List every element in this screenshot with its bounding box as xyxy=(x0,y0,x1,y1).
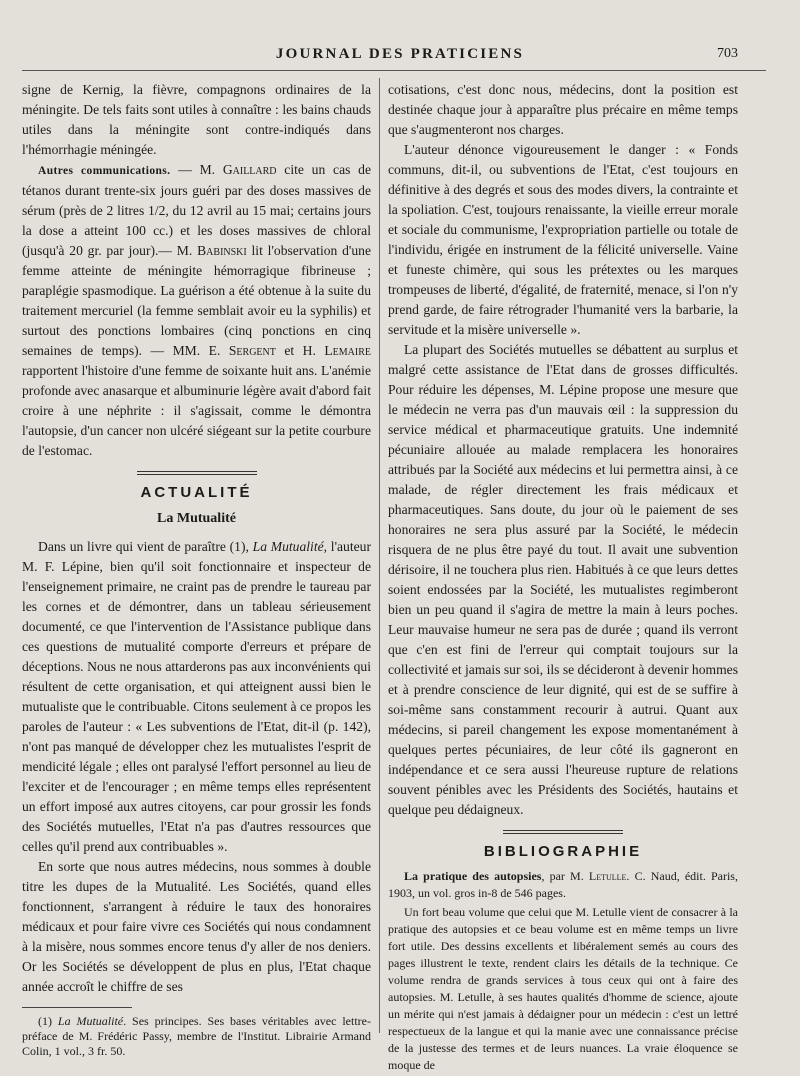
section-title-actualite: ACTUALITÉ xyxy=(140,484,253,501)
footnote xyxy=(22,1014,371,1059)
author-name: Gaillard xyxy=(222,162,277,177)
footnote-marker: (1) xyxy=(38,1014,58,1028)
header-rule xyxy=(22,70,766,71)
author-name: Babinski xyxy=(197,243,247,258)
biblio-book-title: La pratique des autopsies xyxy=(404,869,542,883)
text-segment: cite un cas de tétanos durant trente-six jours guéri par des doses massives de sérum (près de 2 litres 1/2, du 12 avril au 15 mai; certains jours la dose a atteint 100 cc.) et les doses massives de chloral (jusqu'à 20 gr. par jour).— M. xyxy=(22,162,372,258)
text-segment: Dans un livre qui vient de paraître (1), xyxy=(38,539,253,554)
bibliography xyxy=(388,868,738,1074)
paragraph-cotisations: cotisations, c'est donc nous, médecins, dont la position est destinée chaque jour à apparaître plus précaire en même temps que s'augmenteront nos charges. xyxy=(388,82,738,137)
text-segment: , par M. xyxy=(541,869,589,883)
author-name: Sergent xyxy=(228,343,276,358)
bibliography-review: Un fort beau volume que celui que M. Letulle vient de consacrer à la pratique des autopsies et ce beau volume est en même temps un livre fort utile. Des dessins excellents et libéralement semés au cours des pages illustrent le texte, rendent clairs les détails de la technique. Ce volume rendra de grands services à tous ceux qui ont à faire des autopsies. M. Letulle, à ses hautes qualités d'homme de science, ajoute un mérite qui n'est jamais à dédaigner pour un médecin : c'est un lettré respectueux de la langue et qui la manie avec une connaissance précise de la justesse des termes et de leurs nuances. La vraie éloquence se moque de xyxy=(388,905,738,1072)
text-segment: lit l'observation d'une femme atteinte de méningite hémorragique fibrineuse ; paraplégie spasmodique. La guérison a été obtenue à la suite du traitement mercuriel (la femme semblait avoir eu la syphilis) et surtout des ponctions lombaires (cinq ponctions en cinq semaines de temps). — MM. E. xyxy=(22,243,371,358)
footnote-text: . Ses principes. Ses bases véritables avec lettre-préface de M. Frédéric Passy, membre de l'Institut. Librairie Armand Colin, 1 vol., 3 fr. 50. xyxy=(22,1014,371,1058)
paragraph-mutualite-intro xyxy=(22,537,371,857)
footnote-rule xyxy=(22,1007,132,1008)
section-title-bibliographie: BIBLIOGRAPHIE xyxy=(483,843,643,860)
bibliography-entry xyxy=(388,868,738,902)
running-head xyxy=(0,46,800,70)
biblio-author: Letulle xyxy=(588,869,627,883)
text-segment: — M. xyxy=(170,162,223,177)
text-segment: rapportent l'histoire d'une femme de soixante huit ans. L'anémie profonde avec anasarque et albuminurie légère avait d'abord fait croire à une néphrite : il s'agissait, comme le démontra l'autopsie, d'un cancer non ulcéré siégeant sur la petite courbure de l'estomac. xyxy=(22,363,371,458)
paragraph-autres-communications xyxy=(22,160,371,461)
page-number: 703 xyxy=(717,46,738,61)
paragraph-meningite: signe de Kernig, la fièvre, compagnons ordinaires de la méningite. De tels faits sont utiles à connaître : les bains chauds utiles dans la méningite sont contre-indiqués dans l'hémorrhagie méningée. xyxy=(22,82,371,157)
paragraph-societes: La plupart des Sociétés mutuelles se débattent au surplus et malgré cette assistance de l'Etat dans de grosses difficultés. Pour réduire les dépenses, M. Lépine propose une mesure que le médecin ne verra pas d'un mauvais œil : la suppression du service médical et pharmaceutique gratuits. Une indemnité pécuniaire allouée au malade remplacera les honoraires attribués par la Société aux médecins et lui permettra ainsi, à ce malade, de régler directement les frais médicaux et pharmaceutiques. Sans doute, du jour où le paiement de ses honoraires ne sera plus assuré par la Société, le médecin risquera de ne plus être payé du tout. Il avait une subvention dérisoire, il ne touchera plus rien. Habitués à ce que leurs dettes soient endossées par la Société, les mutualistes regimberont bien un peu quand il s'agira de mettre la main à leurs poches. Leur mauvaise humeur ne sera pas de durée ; quand ils verront que c'en est fini de l'erreur qui comptait toujours sur la collectivité et jamais sur soi, ils se décideront à devenir hommes et à prendre conscience de leur dignité, qui est de se suffire à soi-même sans constamment recourir à autrui. Quant aux médecins, si pareil changement les expose momentanément à quelques pertes pécuniaires, de leur côté ils gagneront en indépendance et ce sera aussi l'heureuse rupture de relations souvent pénibles avec les Présidents des Sociétés, hautains et quelque peu dédaigneux. xyxy=(388,342,738,817)
text-segment: et H. xyxy=(275,343,325,358)
runin-heading: Autres communications. xyxy=(38,165,171,177)
text-segment: . C. Naud, édit. Paris, 1903, un vol. gros in-8 de 546 pages. xyxy=(388,869,738,900)
paragraph-dupes: En sorte que nous autres médecins, nous sommes à double titre les dupes de la Mutualité. Les Sociétés, quand elles fonctionnent, s'arrangent à réduire le taux des honoraires médicaux et pour faire vivre ces Sociétés qui nous condamnent à la misère, nous sommes encore tenus d'y aller de nos deniers. Or les Sociétés se développent de plus en plus, l'Etat chaque année accroît le chiffre de ses xyxy=(22,859,371,994)
subsection-title: La Mutualité xyxy=(157,511,236,526)
section-separator xyxy=(388,830,738,834)
right-column xyxy=(388,80,738,1076)
left-column xyxy=(22,80,371,1059)
book-title: La Mutualité xyxy=(252,539,324,554)
column-divider xyxy=(379,78,380,1033)
footnote-book-title: La Mutualité xyxy=(57,1014,124,1028)
section-separator xyxy=(22,471,371,475)
text-segment: , l'auteur M. F. Lépine, bien qu'il soit fonctionnaire et inspecteur de l'enseignement primaire, ne craint pas de prendre le taureau par les cornes et de démontrer, dans un tableau sérieusement documenté, ce que l'intervention de l'Assistance publique dans ces questions de mutualité comporte d'erreurs et prépare de déceptions. Nous ne nous attarderons pas aux inconvénients qui résultent de cette organisation, et qui atteignent aussi bien le mutualiste que le contribuable. Citons seulement à ce propos les paroles de l'auteur : « Les subventions de l'Etat, dit-il (p. 142), n'ont pas manqué de développer chez les mutualistes l'esprit de mendicité légale ; elles ont paralysé l'effort personnel au lieu de l'exciter et de l'encourager ; en même temps elles représentent un effort imposé aux autres citoyens, car pour grossir les fonds des Sociétés mutuelles, l'Etat n'a pas d'autres ressources que celles qu'il prend aux contribuables ». xyxy=(22,539,371,854)
paragraph-danger: L'auteur dénonce vigoureusement le danger : « Fonds communs, dit-il, ou subventions de l'Etat, c'est toujours en définitive à des degrés et sous des modes divers, la contrainte et la spoliation. C'est, toujours renaissante, la vieille erreur morale et sociale du communisme, l'expropriation partielle ou totale de l'individu, érigée en instrument de la félicité universelle. Vaine et funeste chimère, qui sous les prétextes ou les marques trompeuses de liberté, d'égalité, de fraternité, menace, si l'on n'y prend garde, de faire rétrograder l'humanité vers la barbarie, la servitude et la misère universelle ». xyxy=(388,142,738,337)
journal-title: JOURNAL DES PRATICIENS xyxy=(275,46,525,62)
author-name: Lemaire xyxy=(324,343,371,358)
